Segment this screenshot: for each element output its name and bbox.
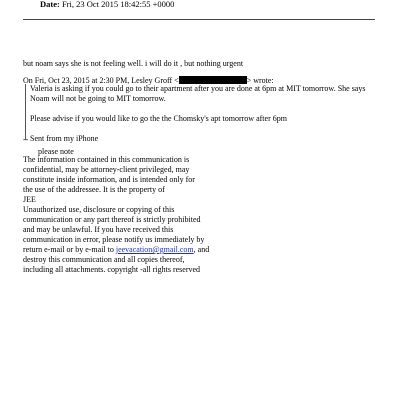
signature-note: please note [38, 147, 74, 156]
disclaimer-line: confidential, may be attorney-client privileged, may [23, 165, 190, 174]
disclaimer-line: and may be unlawful. If you have received this [23, 225, 174, 234]
disclaimer-line: Unauthorized use, disclosure or copying of this [23, 205, 175, 214]
email-line-prefix: return e-mail or by e-mail to [23, 245, 116, 254]
attribution-suffix: > wrote: [246, 76, 274, 85]
disclaimer-line: including all attachments. copyright -all rights reserved [23, 265, 201, 274]
signature-separator: -- [23, 135, 29, 144]
email-line-suffix: , and [193, 245, 210, 254]
redacted-email-block [179, 76, 247, 84]
disclaimer-line: constitute inside information, and is intended only for [23, 175, 195, 184]
quoted-blank-line [30, 124, 375, 134]
quoted-line: Sent from my iPhone [30, 134, 99, 143]
disclaimer-line: JEE [23, 195, 36, 204]
quoted-line: Noam will not be going to MIT tomorrow. [30, 94, 166, 103]
disclaimer-email-line [23, 245, 223, 255]
disclaimer-line: the use of the addressee. It is the property of [23, 185, 165, 194]
reply-body: but noam says she is not feeling well. i will do it , but nothing urgent [23, 59, 244, 68]
quoted-line: Valeria is asking if you could go to their apartment after you are done at 6pm at MIT tomorrow. She says [30, 84, 366, 93]
date-label: Date: [40, 0, 60, 9]
attribution-prefix: On Fri, Oct 23, 2015 at 2:30 PM, Lesley Groff < [23, 76, 179, 85]
disclaimer-line: communication or any part thereof is strictly prohibited [23, 215, 201, 224]
disclaimer-line: communication in error, please notify us immediately by [23, 235, 205, 244]
header-divider [23, 19, 375, 20]
confidentiality-disclaimer [23, 155, 223, 275]
contact-email-link[interactable]: jeevacation@gmail.com [115, 245, 194, 254]
disclaimer-line: The information contained in this communication is [23, 155, 190, 164]
quoted-message [25, 84, 375, 143]
date-value: Fri, 23 Oct 2015 18:42:55 +0000 [61, 0, 175, 9]
quoted-line: Please advise if you would like to go the the Chomsky's apt tomorrow after 6pm [30, 114, 287, 123]
disclaimer-line: destroy this communication and all copies thereof, [23, 255, 185, 264]
quoted-blank-line [30, 104, 375, 114]
email-date-header [40, 0, 174, 9]
